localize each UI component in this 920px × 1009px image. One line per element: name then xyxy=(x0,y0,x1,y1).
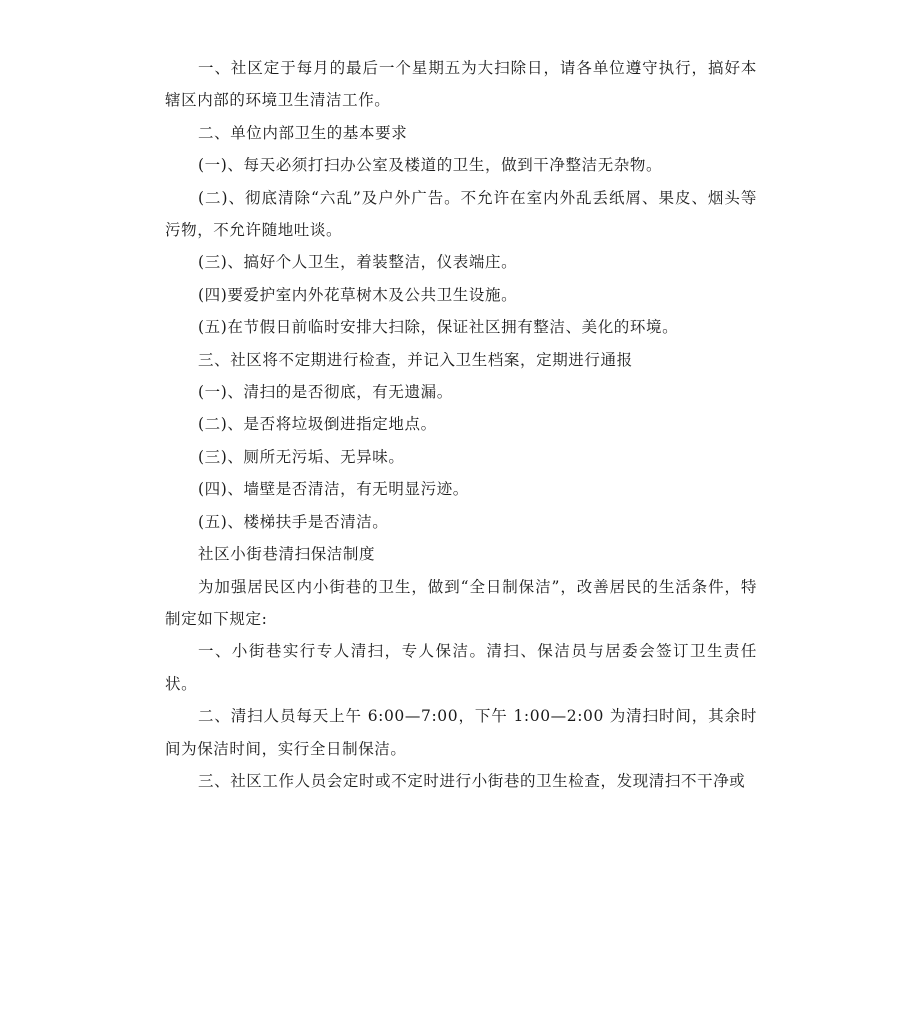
paragraph-cleaning-day: 一、社区定于每月的最后一个星期五为大扫除日，请各单位遵守执行，搞好本辖区内部的环境卫生清洁工作。 xyxy=(165,59,757,110)
paragraph-requirement-2: (二)、彻底清除“六乱”及户外广告。不允许在室内外乱丢纸屑、果皮、烟头等污物，不允许随地吐谈。 xyxy=(165,188,757,240)
paragraph-alley-rule-2: 二、清扫人员每天上午 6:00—7:00，下午 1:00—2:00 为清扫时间，其余时间为保洁时间，实行全日制保洁。 xyxy=(165,707,757,758)
paragraph-requirement-1: (一)、每天必须打扫办公室及楼道的卫生，做到干净整洁无杂物。 xyxy=(198,156,663,175)
paragraph-alley-rule-1: 一、小街巷实行专人清扫，专人保洁。清扫、保洁员与居委会签订卫生责任状。 xyxy=(165,642,757,693)
paragraph-alley-rule-3: 三、社区工作人员会定时或不定时进行小街巷的卫生检查，发现清扫不干净或 xyxy=(198,771,746,790)
paragraph-requirement-4: (四)要爱护室内外花草树木及公共卫生设施。 xyxy=(198,285,518,304)
paragraph-check-1: (一)、清扫的是否彻底，有无遗漏。 xyxy=(198,383,453,402)
paragraph-alley-intro: 为加强居民区内小街巷的卫生，做到“全日制保洁”，改善居民的生活条件，特制定如下规定: xyxy=(165,577,757,628)
paragraph-alley-title: 社区小街巷清扫保洁制度 xyxy=(198,545,376,564)
paragraph-requirement-3: (三)、搞好个人卫生，着装整洁，仪表端庄。 xyxy=(198,253,518,272)
paragraph-check-2: (二)、是否将垃圾倒进指定地点。 xyxy=(198,415,437,434)
paragraph-check-5: (五)、楼梯扶手是否清洁。 xyxy=(198,512,389,531)
document-body xyxy=(165,52,757,797)
paragraph-section-three-heading: 三、社区将不定期进行检查，并记入卫生档案，定期进行通报 xyxy=(198,350,633,369)
paragraph-check-3: (三)、厕所无污垢、无异味。 xyxy=(198,447,405,466)
paragraph-check-4: (四)、墙壁是否清洁，有无明显污迹。 xyxy=(198,480,469,499)
paragraph-section-two-heading: 二、单位内部卫生的基本要求 xyxy=(198,123,408,142)
paragraph-requirement-5: (五)在节假日前临时安排大扫除，保证社区拥有整洁、美化的环境。 xyxy=(198,318,679,337)
